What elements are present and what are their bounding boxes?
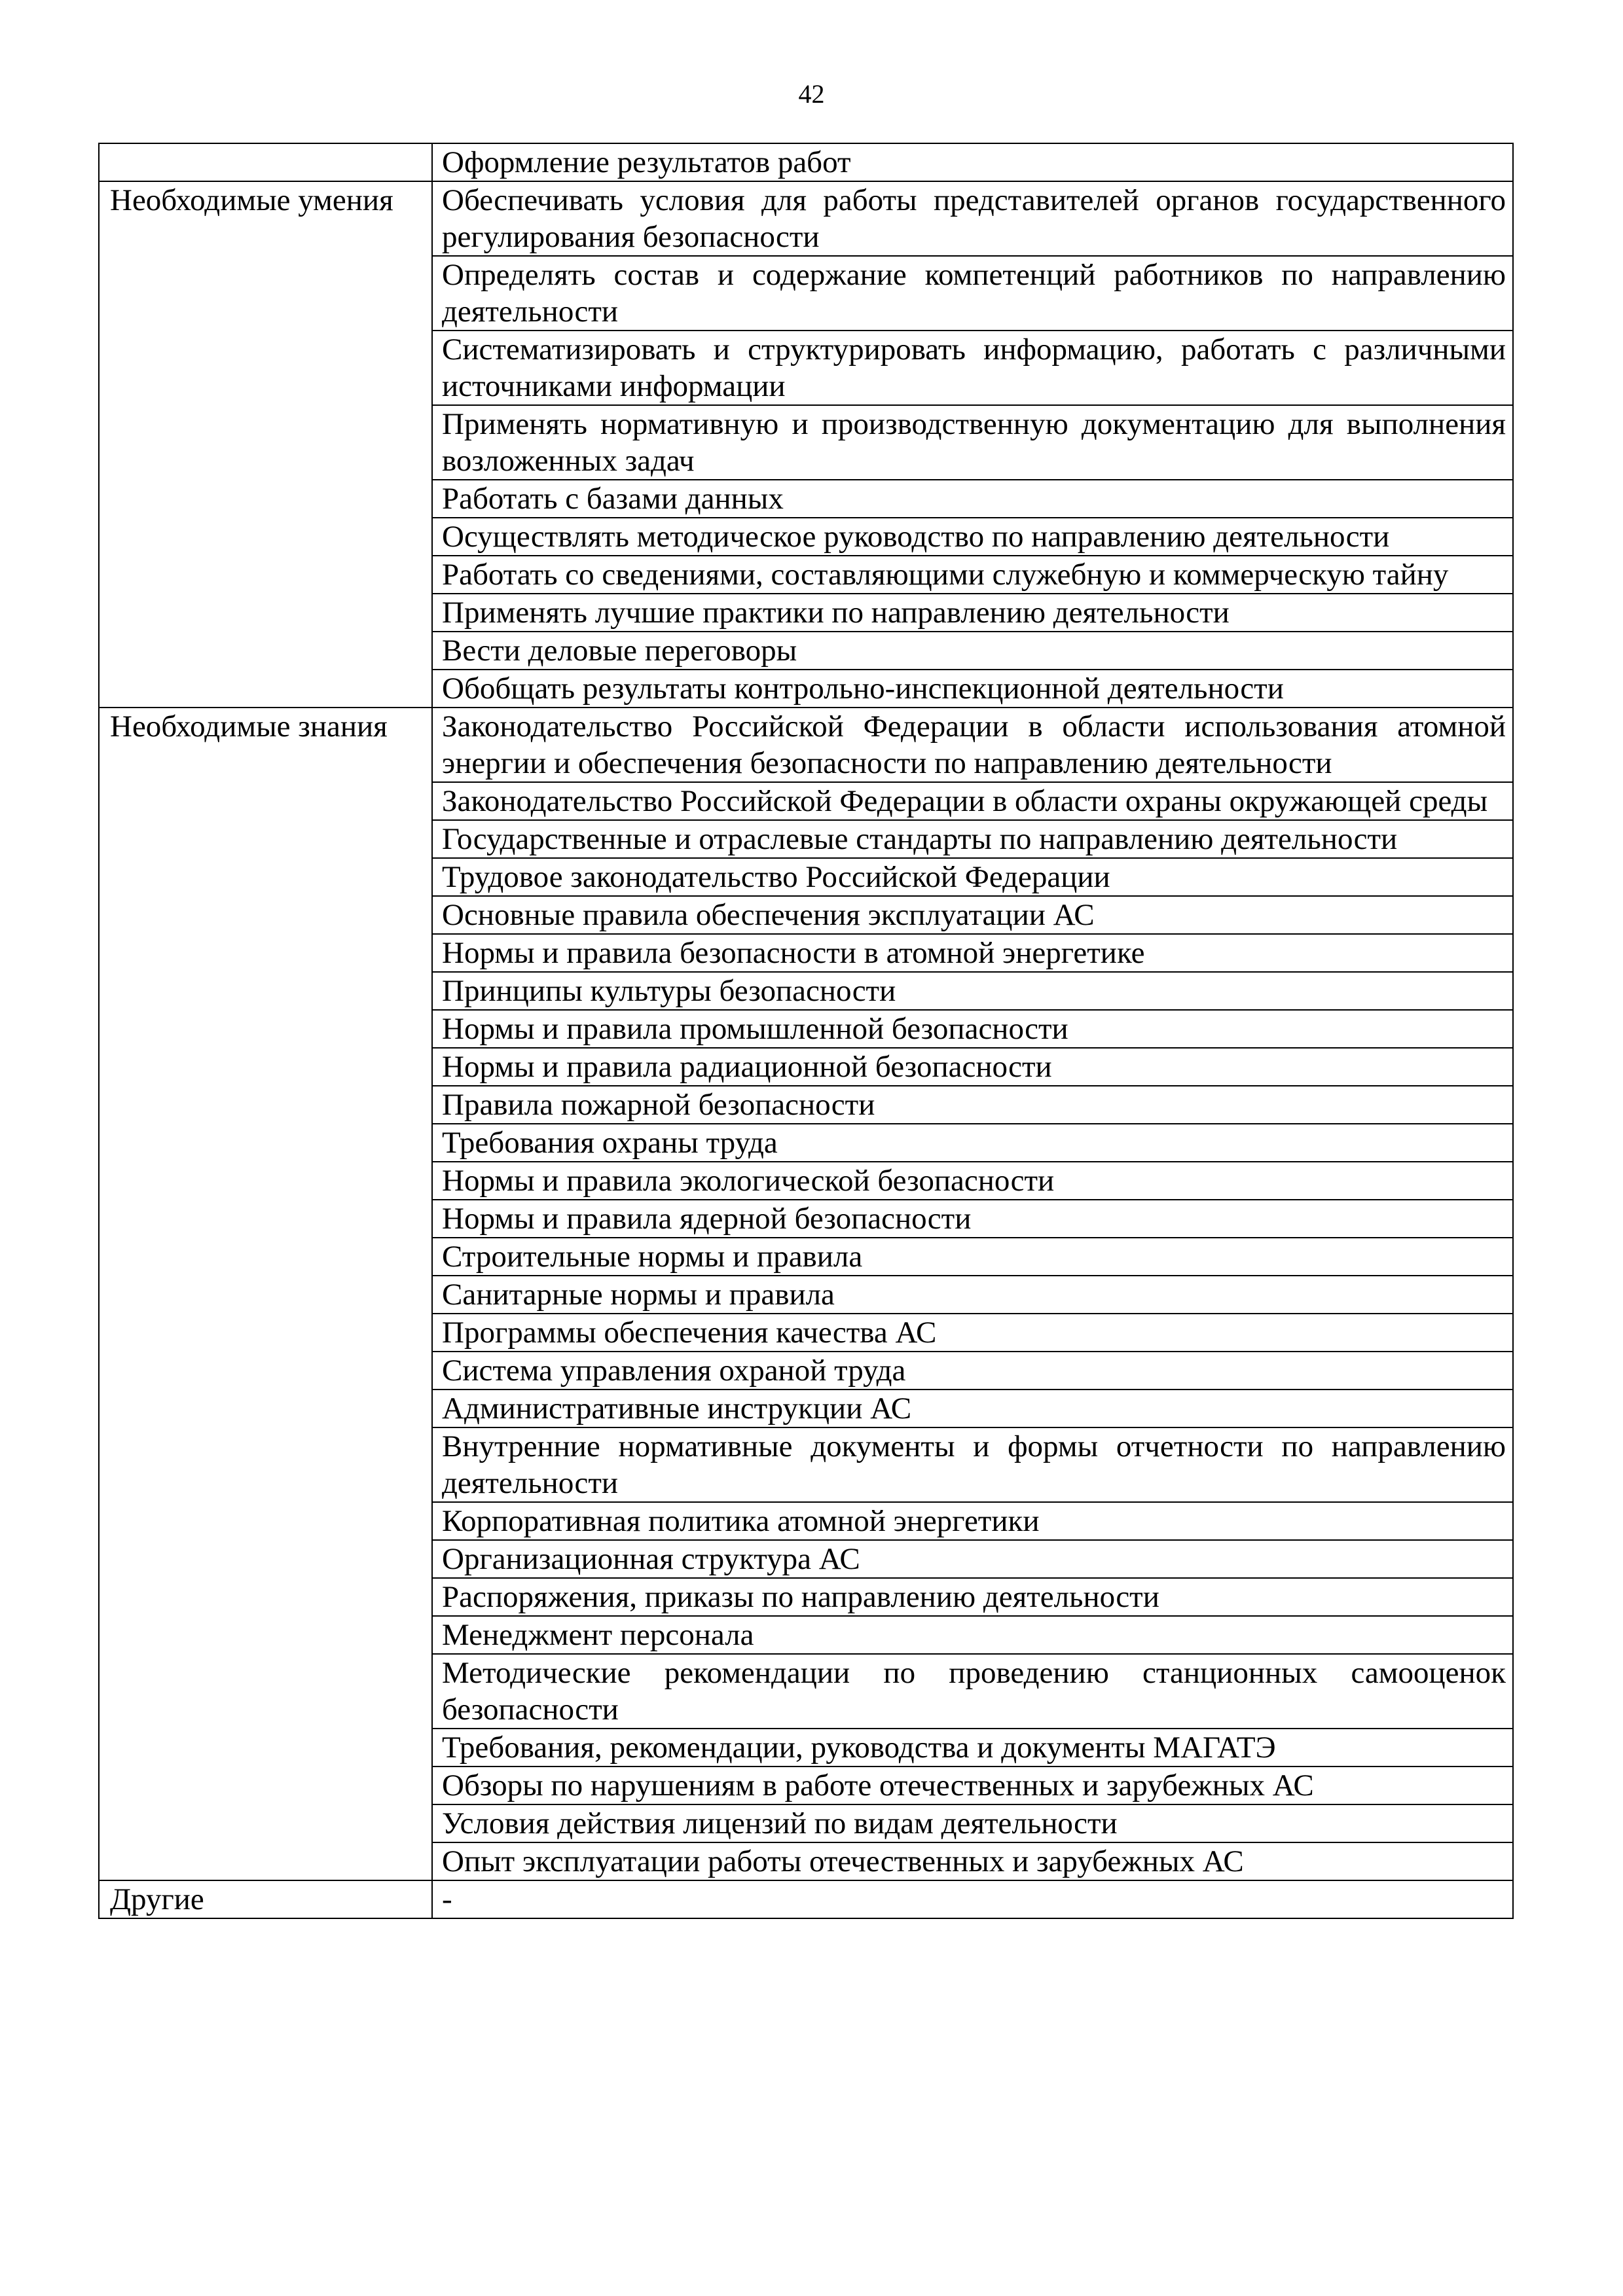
knowledge-item: Санитарные нормы и правила [432, 1276, 1513, 1314]
skills-item: Обеспечивать условия для работы представителей органов государственного регулирования безопасности [432, 181, 1513, 256]
table-row [99, 708, 1513, 782]
knowledge-item: Требования, рекомендации, руководства и документы МАГАТЭ [432, 1729, 1513, 1767]
skills-label: Необходимые умения [99, 181, 432, 708]
knowledge-item: Распоряжения, приказы по направлению деятельности [432, 1578, 1513, 1616]
knowledge-item: Нормы и правила экологической безопасности [432, 1162, 1513, 1200]
knowledge-item: Менеджмент персонала [432, 1616, 1513, 1654]
table-cell: Оформление результатов работ [432, 143, 1513, 181]
knowledge-item: Нормы и правила радиационной безопасности [432, 1048, 1513, 1086]
table-row [99, 1880, 1513, 1918]
knowledge-item: Трудовое законодательство Российской Федерации [432, 858, 1513, 896]
knowledge-item: Нормы и правила промышленной безопасности [432, 1010, 1513, 1048]
qualification-table [98, 143, 1514, 1919]
knowledge-item: Законодательство Российской Федерации в области охраны окружающей среды [432, 782, 1513, 820]
table-row [99, 143, 1513, 181]
other-value: - [432, 1880, 1513, 1918]
table-row [99, 181, 1513, 256]
page-number: 42 [798, 79, 825, 109]
knowledge-item: Организационная структура АС [432, 1540, 1513, 1578]
knowledge-label: Необходимые знания [99, 708, 432, 1880]
knowledge-item: Обзоры по нарушениям в работе отечественных и зарубежных АС [432, 1767, 1513, 1804]
knowledge-item: Внутренние нормативные документы и формы отчетности по направлению деятельности [432, 1427, 1513, 1502]
knowledge-item: Корпоративная политика атомной энергетики [432, 1502, 1513, 1540]
knowledge-item: Система управления охраной труда [432, 1352, 1513, 1390]
skills-item: Работать со сведениями, составляющими служебную и коммерческую тайну [432, 556, 1513, 594]
skills-item: Работать с базами данных [432, 480, 1513, 518]
knowledge-item: Нормы и правила ядерной безопасности [432, 1200, 1513, 1238]
knowledge-item: Требования охраны труда [432, 1124, 1513, 1162]
knowledge-item: Законодательство Российской Федерации в области использования атомной энергии и обеспечения безопасности по направлению деятельности [432, 708, 1513, 782]
knowledge-item: Государственные и отраслевые стандарты по направлению деятельности [432, 820, 1513, 858]
knowledge-item: Строительные нормы и правила [432, 1238, 1513, 1276]
knowledge-item: Принципы культуры безопасности [432, 972, 1513, 1010]
skills-item: Определять состав и содержание компетенций работников по направлению деятельности [432, 256, 1513, 331]
knowledge-item: Административные инструкции АС [432, 1390, 1513, 1427]
knowledge-item: Основные правила обеспечения эксплуатации АС [432, 896, 1513, 934]
skills-item: Систематизировать и структурировать информацию, работать с различными источниками информации [432, 331, 1513, 405]
knowledge-item: Методические рекомендации по проведению станционных самооценок безопасности [432, 1654, 1513, 1729]
skills-item: Осуществлять методическое руководство по направлению деятельности [432, 518, 1513, 556]
empty-label-cell [99, 143, 432, 181]
other-label: Другие [99, 1880, 432, 1918]
knowledge-item: Нормы и правила безопасности в атомной энергетике [432, 934, 1513, 972]
knowledge-item: Условия действия лицензий по видам деятельности [432, 1804, 1513, 1842]
skills-item: Применять нормативную и производственную документацию для выполнения возложенных задач [432, 405, 1513, 480]
skills-item: Применять лучшие практики по направлению деятельности [432, 594, 1513, 632]
knowledge-item: Опыт эксплуатации работы отечественных и зарубежных АС [432, 1842, 1513, 1880]
skills-item: Обобщать результаты контрольно-инспекционной деятельности [432, 670, 1513, 708]
knowledge-item: Правила пожарной безопасности [432, 1086, 1513, 1124]
knowledge-item: Программы обеспечения качества АС [432, 1314, 1513, 1352]
skills-item: Вести деловые переговоры [432, 632, 1513, 670]
